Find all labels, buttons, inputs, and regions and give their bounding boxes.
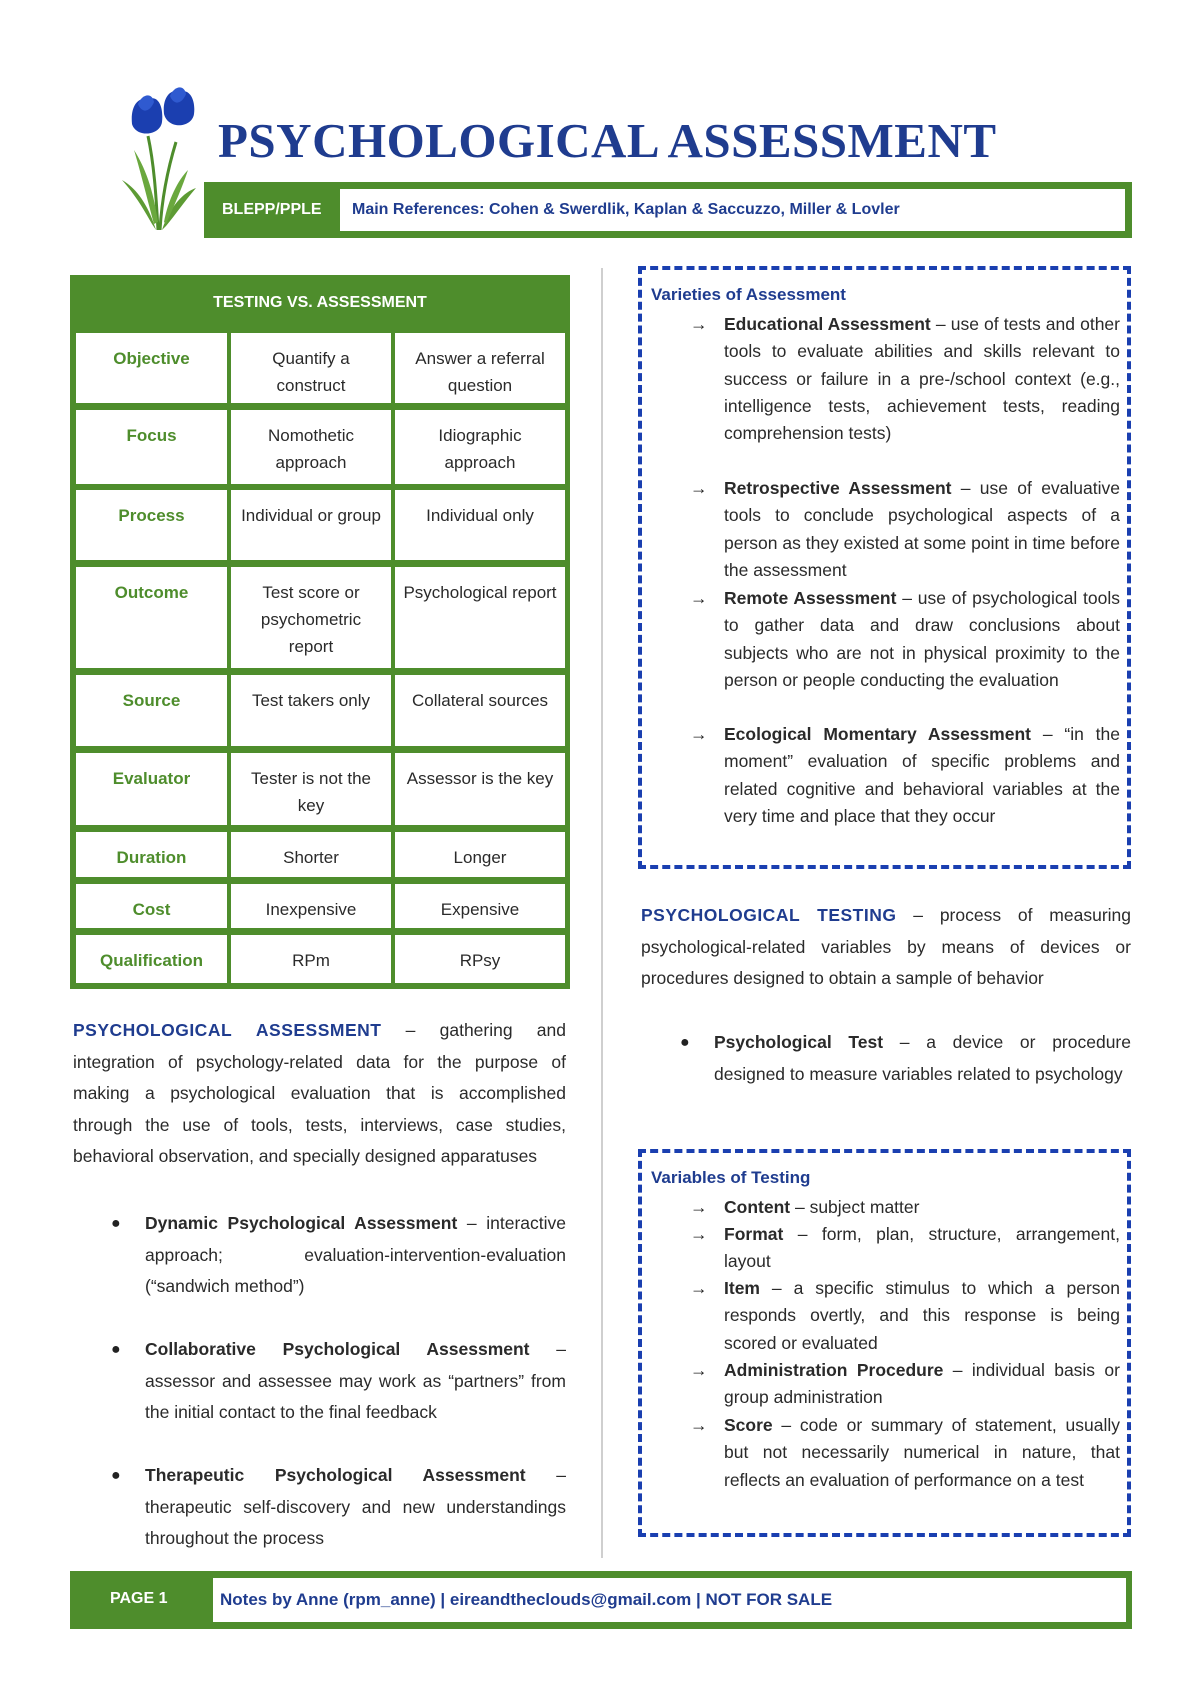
page-title: PSYCHOLOGICAL ASSESSMENT bbox=[218, 113, 997, 168]
list-item bbox=[690, 721, 1120, 830]
cell-text: RPsy bbox=[459, 951, 501, 970]
list-item bbox=[690, 311, 1120, 447]
table-cell bbox=[395, 832, 565, 877]
table-row-label bbox=[76, 753, 227, 825]
term: Educational Assessment bbox=[724, 314, 931, 334]
term: Remote Assessment bbox=[724, 588, 897, 608]
arrow-right-icon: → bbox=[690, 1415, 708, 1435]
cell-text: Focus bbox=[126, 426, 177, 445]
list-item bbox=[690, 1275, 1120, 1357]
cell-text: Test takers only bbox=[251, 691, 371, 710]
cell-text: Quantify a construct bbox=[272, 349, 350, 395]
text: – a specific stimulus to which a person responds overtly, and this response is being scored or evaluated bbox=[724, 1278, 1120, 1353]
table-cell bbox=[231, 884, 391, 928]
term: Ecological Momentary Assessment bbox=[724, 724, 1031, 744]
cell-text: Longer bbox=[453, 848, 507, 867]
table-row-label bbox=[76, 675, 227, 746]
cell-text: Tester is not the key bbox=[250, 769, 371, 815]
cell-text: Evaluator bbox=[112, 769, 191, 788]
term: Administration Procedure bbox=[724, 1360, 944, 1380]
term: Format bbox=[724, 1224, 784, 1244]
table-cell bbox=[395, 490, 565, 560]
table-cell bbox=[395, 675, 565, 746]
table-cell bbox=[231, 675, 391, 746]
cell-text: Inexpensive bbox=[265, 900, 357, 919]
table-cell bbox=[395, 567, 565, 668]
text: – form, plan, structure, arrangement, layout bbox=[724, 1224, 1120, 1272]
references-text: Main References: Cohen & Swerdlik, Kaplan & Saccuzzo, Miller & Lovler bbox=[352, 201, 900, 218]
column-divider bbox=[601, 268, 603, 1558]
term: Item bbox=[724, 1278, 760, 1298]
bullet-icon: ● bbox=[111, 1467, 121, 1484]
cell-text: Source bbox=[122, 691, 181, 710]
list-item bbox=[111, 1334, 566, 1429]
definition: – gathering and integration of psychology-related data for the purpose of making a psychological evaluation that is accomplished through the use of tools, tests, interviews, case studies, behavioral observation, and specially designed apparatuses bbox=[73, 1020, 566, 1166]
text: – therapeutic self-discovery and new understandings throughout the process bbox=[145, 1465, 566, 1548]
table-cell bbox=[231, 490, 391, 560]
table-cell bbox=[231, 753, 391, 825]
tulip-logo-icon bbox=[118, 84, 198, 230]
term: PSYCHOLOGICAL ASSESSMENT bbox=[73, 1020, 382, 1040]
table-cell bbox=[231, 832, 391, 877]
table-row-label bbox=[76, 333, 227, 403]
table-cell bbox=[395, 935, 565, 983]
text: – a device or procedure designed to measure variables related to psychology bbox=[714, 1032, 1131, 1084]
table-title: TESTING VS. ASSESSMENT bbox=[213, 294, 427, 311]
term: PSYCHOLOGICAL TESTING bbox=[641, 905, 897, 925]
cell-text: Expensive bbox=[440, 900, 520, 919]
term: Psychological Test bbox=[714, 1032, 884, 1052]
table-row-label bbox=[76, 490, 227, 560]
table-cell bbox=[395, 753, 565, 825]
box-title: Variables of Testing bbox=[651, 1168, 811, 1187]
term: Score bbox=[724, 1415, 773, 1435]
bullet-icon: ● bbox=[680, 1034, 690, 1051]
cell-text: Shorter bbox=[283, 848, 339, 867]
table-cell bbox=[395, 884, 565, 928]
arrow-right-icon: → bbox=[690, 1278, 708, 1298]
text: – use of evaluative tools to conclude psychological aspects of a person as they existed at some point in time before the assessment bbox=[724, 478, 1120, 580]
text: – use of tests and other tools to evaluate abilities and skills relevant to success or failure in a pre-/school context (e.g., intelligence tests, achievement tests, reading comprehension tests) bbox=[724, 314, 1120, 444]
cell-text: Nomothetic approach bbox=[268, 426, 354, 472]
arrow-right-icon: → bbox=[690, 1360, 708, 1380]
table-cell bbox=[231, 410, 391, 484]
cell-text: Process bbox=[118, 506, 185, 525]
table-cell bbox=[395, 333, 565, 403]
arrow-right-icon: → bbox=[690, 724, 708, 744]
cell-text: Individual or group bbox=[241, 506, 381, 525]
list-item bbox=[680, 1027, 1131, 1090]
psych-assessment-definition bbox=[73, 1015, 566, 1173]
cell-text: Outcome bbox=[114, 583, 189, 602]
footer-notes: Notes by Anne (rpm_anne) | eireandtheclouds@gmail.com | NOT FOR SALE bbox=[220, 1590, 833, 1609]
bullet-icon: ● bbox=[111, 1215, 121, 1232]
list-item bbox=[690, 1357, 1120, 1412]
arrow-right-icon: → bbox=[690, 478, 708, 498]
arrow-right-icon: → bbox=[690, 1197, 708, 1217]
cell-text: Duration bbox=[116, 848, 187, 867]
term: Collaborative Psychological Assessment bbox=[145, 1339, 530, 1359]
list-item bbox=[111, 1208, 566, 1303]
cell-text: Assessor is the key bbox=[406, 769, 554, 788]
cell-text: Collateral sources bbox=[411, 691, 549, 710]
table-cell bbox=[231, 935, 391, 983]
cell-text: Idiographic approach bbox=[438, 426, 522, 472]
psych-testing-definition bbox=[641, 900, 1131, 995]
list-item bbox=[111, 1460, 566, 1555]
list-item bbox=[690, 1412, 1120, 1494]
table-row-label bbox=[76, 410, 227, 484]
arrow-right-icon: → bbox=[690, 588, 708, 608]
table-cell bbox=[395, 410, 565, 484]
cell-text: Cost bbox=[132, 900, 171, 919]
list-item bbox=[690, 475, 1120, 584]
cell-text: Individual only bbox=[426, 506, 534, 525]
arrow-right-icon: → bbox=[690, 314, 708, 334]
table-row-label bbox=[76, 832, 227, 877]
term: Content bbox=[724, 1197, 791, 1217]
text: – subject matter bbox=[790, 1197, 920, 1217]
text: – interactive approach; evaluation-intervention-evaluation (“sandwich method”) bbox=[145, 1213, 566, 1296]
text: – “in the moment” evaluation of specific problems and related cognitive and behavioral variables at the very time and place that they occur bbox=[724, 724, 1120, 826]
table-cell bbox=[231, 567, 391, 668]
arrow-right-icon: → bbox=[690, 1224, 708, 1244]
table-row-label bbox=[76, 567, 227, 668]
list-item bbox=[690, 1221, 1120, 1276]
text: – assessor and assessee may work as “partners” from the initial contact to the final feedback bbox=[145, 1339, 566, 1422]
cell-text: Test score or psychometric report bbox=[260, 583, 362, 656]
list-item bbox=[690, 585, 1120, 694]
table-row-label bbox=[76, 935, 227, 983]
exam-label: BLEPP/PPLE bbox=[222, 201, 322, 218]
cell-text: Qualification bbox=[100, 951, 203, 970]
table-row-label bbox=[76, 884, 227, 928]
text: – use of psychological tools to gather data and draw conclusions about subjects who are not in physical proximity to the person or people conducting the evaluation bbox=[724, 588, 1120, 690]
cell-text: RPm bbox=[292, 951, 330, 970]
cell-text: Objective bbox=[113, 349, 190, 368]
text: – individual basis or group administration bbox=[724, 1360, 1120, 1408]
bullet-icon: ● bbox=[111, 1341, 121, 1358]
table-cell bbox=[231, 333, 391, 403]
definition: – process of measuring psychological-related variables by means of devices or procedures designed to obtain a sample of behavior bbox=[641, 905, 1132, 988]
page-number: PAGE 1 bbox=[110, 1590, 168, 1607]
cell-text: Answer a referral question bbox=[415, 349, 545, 395]
term: Therapeutic Psychological Assessment bbox=[145, 1465, 526, 1485]
cell-text: Psychological report bbox=[403, 583, 557, 602]
term: Dynamic Psychological Assessment bbox=[145, 1213, 458, 1233]
list-item bbox=[690, 1194, 1120, 1221]
box-title: Varieties of Assessment bbox=[651, 285, 846, 304]
text: – code or summary of statement, usually but not necessarily numerical in nature, that reflects an evaluation of performance on a test bbox=[724, 1415, 1120, 1490]
term: Retrospective Assessment bbox=[724, 478, 952, 498]
